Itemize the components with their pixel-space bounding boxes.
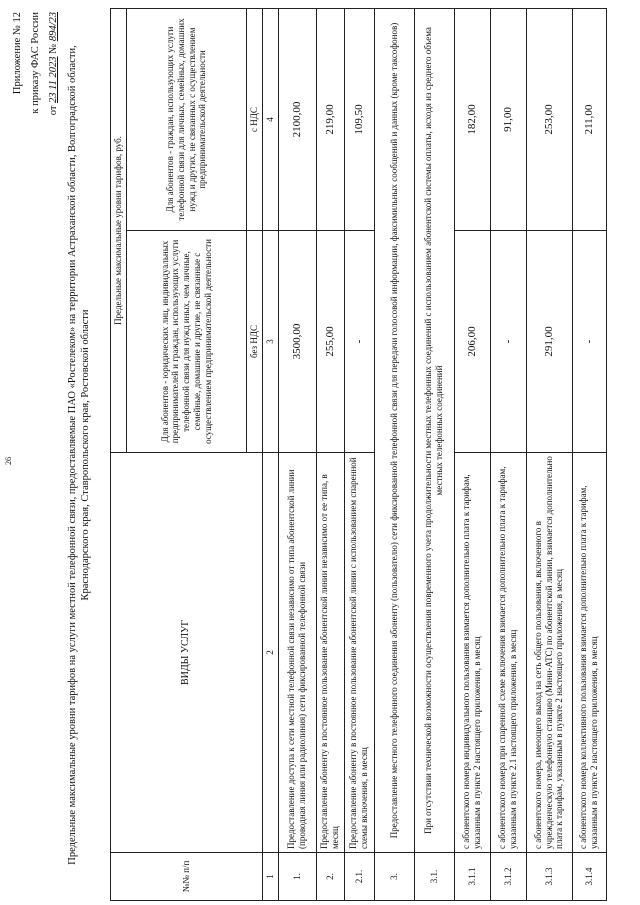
table-row (316, 9, 344, 901)
row-number: 3.1.2 (490, 853, 526, 901)
col-header-service: ВИДЫ УСЛУГ (111, 453, 263, 853)
order-number: 894/23 (48, 12, 59, 42)
order-date: 23 11 2023 (48, 56, 59, 103)
table-row (344, 9, 374, 901)
table-row (490, 9, 526, 901)
tariff-legal: 206,00 (454, 231, 490, 453)
col-header-with-vat: с НДС (247, 9, 263, 231)
section-heading: Предоставление местного телефонного соединения абоненту (пользователю) сети фиксированной телефонной связи для передачи голосовой информации, факсимильных сообщений и данных (кроме таксофонов) (374, 9, 414, 853)
table-row (572, 9, 606, 901)
tariff-citizens: 182,00 (454, 9, 490, 231)
row-number: 3.1.1 (454, 853, 490, 901)
service-description: Предоставление доступа к сети местной телефонной связи независимо от типа абонентской линии (проводная линия или радиолиния) сети фиксированной телефонной связи (278, 453, 316, 853)
tariff-legal: 255,00 (316, 231, 344, 453)
col-header-tariffs: Предельные максимальные уровни тарифов, руб. (111, 9, 127, 453)
tariff-legal: - (344, 231, 374, 453)
tariff-citizens: 91,00 (490, 9, 526, 231)
page-number: 26 (4, 457, 13, 465)
tariff-citizens: 219,00 (316, 9, 344, 231)
tariff-legal: 3500,00 (278, 231, 316, 453)
section-heading: При отсутствии технической возможности осуществления повременного учета продолжительности местных телефонных соединений с использованием абонентской системы оплаты, исходя из среднего объема местных телефонных соединений (414, 9, 454, 853)
table-row (374, 9, 414, 901)
row-number: 1. (278, 853, 316, 901)
service-description: Предоставление абоненту в постоянное пользование абонентской линии с использованием спаренной схемы включения, в месяц (344, 453, 374, 853)
col-header-citizens: Для абонентов - граждан, использующих услуги телефонной связи для личных, семейных, домашних нужд и других, не связанных с осуществлением предпринимательской деятельности (127, 9, 247, 231)
tariff-citizens: 253,00 (526, 9, 572, 231)
col-number-1: 1 (262, 853, 278, 901)
service-description: с абонентского номера при спаренной схеме включения взимается дополнительно плата к тарифам, указанным в пункте 2.1 настоящего приложения, в месяц (490, 453, 526, 853)
number-label: № (48, 43, 59, 54)
col-header-legal: Для абонентов - юридических лиц, индивидуальных предпринимателей и граждан, использующих услуги телефонной связи для нужд иных, чем личные, семейные, домашние и другие, не связанные с осуществлением предпринимательской деятельности (127, 231, 247, 453)
table-row (526, 9, 572, 901)
col-header-num: №№ п/п (111, 853, 263, 901)
col-header-no-vat: без НДС (247, 231, 263, 453)
tariff-legal: - (572, 231, 606, 453)
date-prefix: от (48, 105, 59, 116)
service-description: с абонентского номера, имеющего выход на сеть общего пользования, включенного в учрежденческую телефонную станцию (Мини-АТС) по абонентской линии, взимается дополнительно плата к тарифам, указанным в пункте 2 настоящего приложения, в месяц (526, 453, 572, 853)
row-number: 2.1. (344, 853, 374, 901)
row-number: 3.1.3 (526, 853, 572, 901)
table-row (414, 9, 454, 901)
tariff-citizens: 109,50 (344, 9, 374, 231)
row-number: 3. (374, 853, 414, 901)
service-description: Предоставление абоненту в постоянное пользование абонентской линии независимо от ее типа, в месяц (316, 453, 344, 853)
document-title: Предельные максимальные уровни тарифов на услуги местной телефонной связи, предоставляемые ПАО «Ростелеком» на территории Астраханской области, Волгоградской области, Краснодарского края, Ставропольского края, Ростовской области (67, 45, 92, 865)
table-row (454, 9, 490, 901)
tariff-citizens: 211,00 (572, 9, 606, 231)
row-number: 3.1. (414, 853, 454, 901)
col-number-2: 2 (262, 453, 278, 853)
table-row (278, 9, 316, 901)
col-number-4: 4 (262, 9, 278, 231)
service-description: с абонентского номера индивидуального пользования взимается дополнительно плата к тарифам, указанным в пункте 2 настоящего приложения, в месяц (454, 453, 490, 853)
order-reference: к приказу ФАС России (30, 12, 41, 114)
tariff-legal: 291,00 (526, 231, 572, 453)
appendix-label: Приложение № 12 (12, 12, 23, 95)
tariff-table (110, 8, 607, 901)
tariff-legal: - (490, 231, 526, 453)
row-number: 2. (316, 853, 344, 901)
service-description: с абонентского номера коллективного пользования взимается дополнительно плата к тарифам, указанным в пункте 2 настоящего приложения, в месяц (572, 453, 606, 853)
row-number: 3.1.4 (572, 853, 606, 901)
col-number-3: 3 (262, 231, 278, 453)
tariff-citizens: 2100,00 (278, 9, 316, 231)
order-date-line (48, 12, 59, 115)
